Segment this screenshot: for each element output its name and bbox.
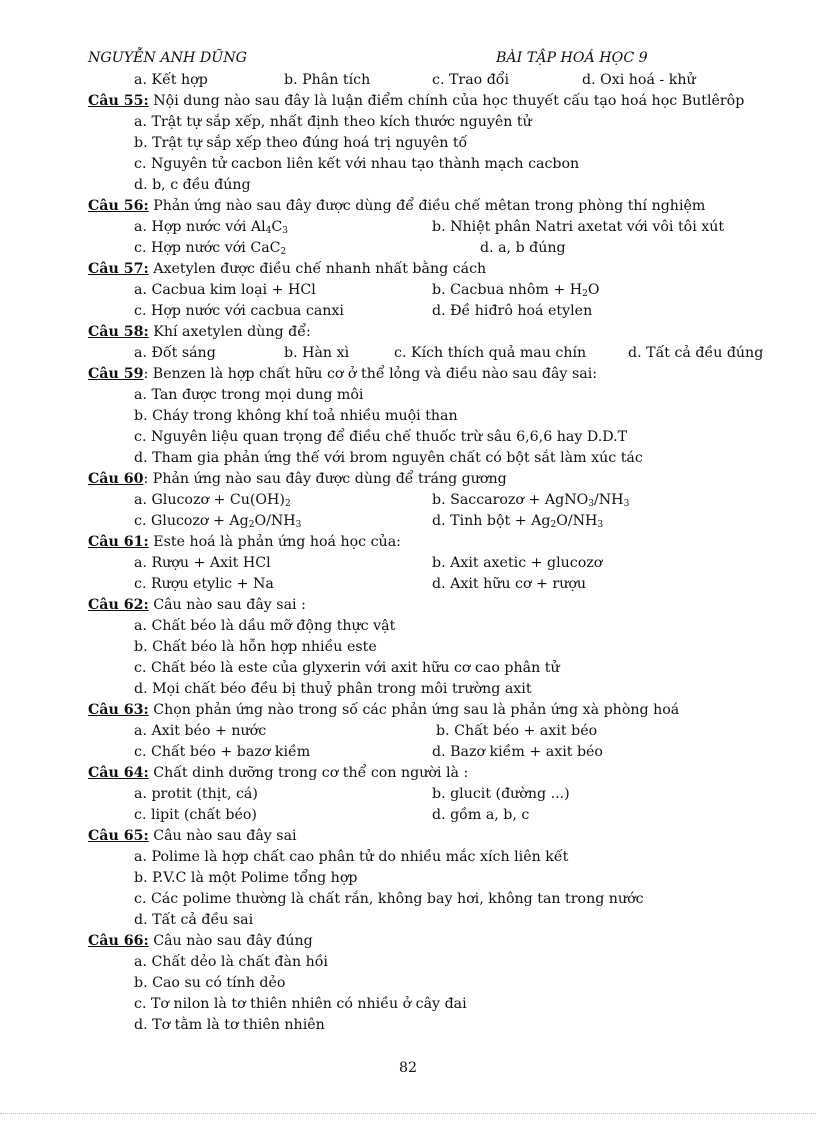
option-d: d. a, b đúng (480, 240, 566, 256)
option-row (88, 70, 788, 91)
question-text: Câu nào sau đây đúng (148, 933, 313, 949)
option-c: c. Rượu etylic + Na (134, 576, 274, 592)
question-text: Axetylen được điều chế nhanh nhất bằng cách (148, 261, 487, 277)
header-author: NGUYỄN ANH DŨNG (88, 50, 247, 66)
question-text: Chọn phản ứng nào trong số các phản ứng sau là phản ứng xà phòng hoá (148, 702, 680, 718)
question-text: Nội dung nào sau đây là luận điểm chính của học thuyết cấu tạo hoá học Butlêrôp (148, 93, 745, 109)
question-text: Phản ứng nào sau đây được dùng để điều chế mêtan trong phòng thí nghiệm (148, 198, 706, 214)
option-a: a. protit (thịt, cá) (134, 786, 258, 802)
option-c: c. Nguyên tử cacbon liên kết với nhau tạo thành mạch cacbon (134, 156, 580, 172)
option-a: a. Cacbua kim loại + HCl (134, 282, 316, 298)
question-text: Este hoá là phản ứng hoá học của: (148, 534, 401, 550)
option-b: b. Cao su có tính dẻo (134, 975, 286, 991)
question-label: Câu 60 (88, 471, 144, 487)
option-b: b. P.V.C là một Polime tổng hợp (134, 870, 358, 886)
page-number: 82 (398, 1060, 418, 1076)
question-list (88, 70, 788, 1036)
question-label: Câu 63: (88, 702, 149, 718)
question-label: Câu 66: (88, 933, 149, 949)
option-d: d. Tham gia phản ứng thế với brom nguyên chất có bột sắt làm xúc tác (134, 450, 643, 466)
question-label: Câu 56: (88, 198, 149, 214)
option-d: d. Tất cả đều đúng (628, 345, 764, 361)
option-c: c. Hợp nước với CaC$_2$ (134, 240, 287, 257)
option-d: d. Đề hiđrô hoá etylen (432, 303, 593, 319)
question-62 (88, 595, 788, 616)
option-d: d. Axit hữu cơ + rượu (432, 576, 587, 592)
option-d: d. Tơ tằm là tơ thiên nhiên (134, 1017, 325, 1033)
option-c: c. Kích thích quả mau chín (394, 345, 587, 361)
option-d: d. Mọi chất béo đều bị thuỷ phân trong môi trường axit (134, 681, 532, 697)
question-label: Câu 61: (88, 534, 149, 550)
option-a: a. Glucozơ + $Cu(OH)_2$ (134, 492, 291, 509)
option-c: c. Tơ nilon là tơ thiên nhiên có nhiều ở cây đai (134, 996, 467, 1012)
option-b: b. glucit (đường ...) (432, 786, 570, 802)
option-c: c. Nguyên liệu quan trọng để điều chế thuốc trừ sâu 6,6,6 hay D.D.T (134, 429, 628, 445)
option-b: b. Axit axetic + glucozơ (432, 555, 603, 571)
option-b: b. Trật tự sắp xếp theo đúng hoá trị nguyên tố (134, 135, 468, 151)
question-label: Câu 59 (88, 366, 144, 382)
question-label: Câu 64: (88, 765, 149, 781)
option-d: d. Bazơ kiềm + axit béo (432, 744, 603, 760)
question-65 (88, 826, 788, 847)
option-a: a. Trật tự sắp xếp, nhất định theo kích thước nguyên tử (134, 114, 532, 130)
option-d: d. Tất cả đều sai (134, 912, 254, 928)
option-b: b. Cacbua nhôm + $H_2O$ (432, 282, 600, 299)
question-label: Câu 65: (88, 828, 149, 844)
option-b: b. Cháy trong không khí toả nhiều muội than (134, 408, 458, 424)
option-d: d. Oxi hoá - khử (582, 72, 696, 88)
option-c: c. Glucozơ + $Ag_2O/NH_3$ (134, 513, 302, 530)
option-a: a. Polime là hợp chất cao phân tử do nhiều mắc xích liên kết (134, 849, 569, 865)
question-text: Chất dinh dưỡng trong cơ thể con người là : (148, 765, 469, 781)
page-edge-divider (0, 1113, 816, 1114)
question-text: : Phản ứng nào sau đây được dùng để tráng gương (143, 471, 507, 487)
question-text: Khí axetylen dùng để: (148, 324, 311, 340)
question-58 (88, 322, 788, 343)
option-c: c. Chất béo là este của glyxerin với axit hữu cơ cao phân tử (134, 660, 560, 676)
option-a: a. Hợp nước với $Al_4C_3$ (134, 219, 288, 236)
option-c: c. Chất béo + bazơ kiềm (134, 744, 311, 760)
question-61 (88, 532, 788, 553)
question-label: Câu 58: (88, 324, 149, 340)
option-b: b. Chất béo + axit béo (436, 723, 598, 739)
question-label: Câu 57: (88, 261, 149, 277)
option-d: d. Tinh bột + $Ag_2O/NH_3$ (432, 513, 604, 530)
question-label: Câu 55: (88, 93, 149, 109)
option-a: a. Axit béo + nước (134, 723, 267, 739)
question-label: Câu 62: (88, 597, 149, 613)
option-c: c. Các polime thường là chất rắn, không bay hơi, không tan trong nước (134, 891, 644, 907)
question-59 (88, 364, 788, 385)
page-header (88, 50, 728, 70)
option-a: a. Đốt sáng (134, 345, 216, 361)
question-63 (88, 700, 788, 721)
option-a: a. Tan được trong mọi dung môi (134, 387, 364, 403)
header-title: BÀI TẬP HOÁ HỌC 9 (496, 50, 648, 66)
option-d: d. gồm a, b, c (432, 807, 530, 823)
option-b: b. Chất béo là hỗn hợp nhiều este (134, 639, 377, 655)
question-57 (88, 259, 788, 280)
question-60 (88, 469, 788, 490)
question-text: Câu nào sau đây sai (148, 828, 297, 844)
option-b: b. Phân tích (284, 72, 371, 88)
option-a: a. Rượu + Axit HCl (134, 555, 271, 571)
option-c: c. lipit (chất béo) (134, 807, 257, 823)
option-d: d. b, c đều đúng (134, 177, 251, 193)
question-66 (88, 931, 788, 952)
option-b: b. Nhiệt phân Natri axetat với vôi tôi xút (432, 219, 725, 235)
option-c: c. Hợp nước với cacbua canxi (134, 303, 344, 319)
option-b: b. Saccarozơ + $AgNO_3/NH_3$ (432, 492, 630, 509)
question-text: Câu nào sau đây sai : (148, 597, 306, 613)
option-b: b. Hàn xì (284, 345, 350, 361)
question-55 (88, 91, 788, 112)
question-56 (88, 196, 788, 217)
option-a: a. Kết hợp (134, 72, 208, 88)
option-a: a. Chất béo là dầu mỡ động thực vật (134, 618, 396, 634)
question-text: : Benzen là hợp chất hữu cơ ở thể lỏng và điều nào sau đây sai: (143, 366, 598, 382)
option-a: a. Chất dẻo là chất đàn hồi (134, 954, 328, 970)
option-c: c. Trao đổi (432, 72, 510, 88)
question-64 (88, 763, 788, 784)
